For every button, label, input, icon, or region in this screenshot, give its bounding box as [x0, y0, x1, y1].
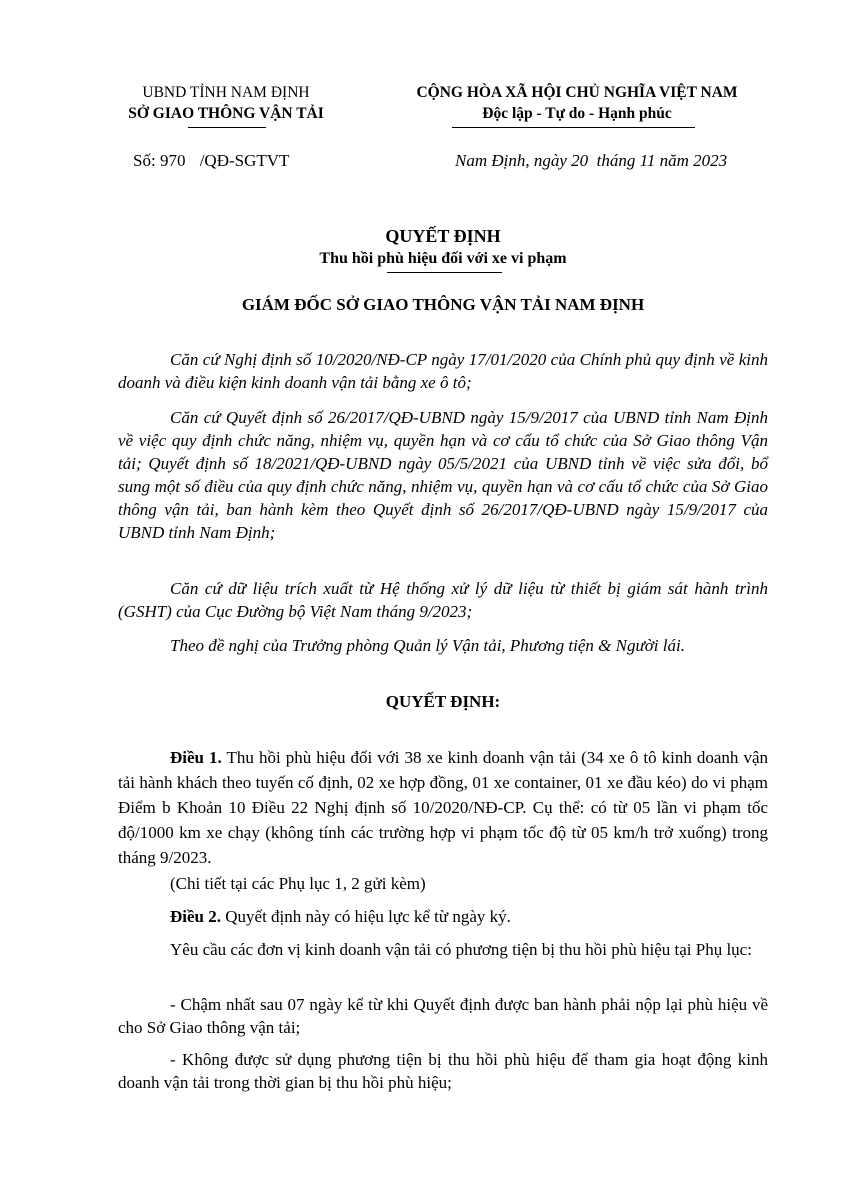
- authority-line-1: UBND TỈNH NAM ĐỊNH: [142, 84, 310, 101]
- legal-basis-3: Căn cứ dữ liệu trích xuất từ Hệ thống xử lý dữ liệu từ thiết bị giám sát hành trình (GSHT) của Cục Đường bộ Việt Nam tháng 9/2023;: [118, 579, 768, 621]
- proposal-basis: Theo đề nghị của Trưởng phòng Quản lý Vận tải, Phương tiện & Người lái.: [170, 636, 685, 655]
- article-1-text: Thu hồi phù hiệu đối với 38 xe kinh doanh vận tải (34 xe ô tô kinh doanh vận tải hành khách theo tuyến cố định, 02 xe hợp đồng, 01 xe container, 01 xe đầu kéo) do vi phạm Điểm b Khoản 10 Điều 22 Nghị định số 10/2020/NĐ-CP. Cụ thể: có từ 05 lần vi phạm tốc độ/1000 km xe chạy (không tính các trường hợp vi phạm tốc độ từ 05 km/h trở xuống) trong tháng 9/2023.: [118, 748, 769, 867]
- national-motto: [372, 82, 782, 124]
- number-suffix: /QĐ-SGTVT: [199, 151, 290, 170]
- authority-line-2: SỞ GIAO THÔNG VẬN TẢI: [128, 105, 324, 122]
- authority-underline: [188, 127, 266, 128]
- document-title: QUYẾT ĐỊNH: [385, 226, 501, 246]
- issue-date: Nam Định, ngày 20 tháng 11 năm 2023: [455, 151, 728, 170]
- motto-line: Độc lập - Tự do - Hạnh phúc: [482, 105, 672, 122]
- article-2-text: Quyết định này có hiệu lực kể từ ngày ký.: [221, 907, 511, 926]
- article-1-label: Điều 1.: [170, 748, 222, 767]
- legal-basis-2: Căn cứ Quyết định số 26/2017/QĐ-UBND ngày 15/9/2017 của UBND tỉnh Nam Định về việc quy định chức năng, nhiệm vụ, quyền hạn và cơ cấu tổ chức của Sở Giao thông Vận tải; Quyết định số 18/2021/QĐ-UBND ngày 05/5/2021 của UBND tỉnh về việc sửa đổi, bổ sung một số điều của quy định chức năng, nhiệm vụ, quyền hạn và cơ cấu tổ chức của Sở Giao thông vận tải, ban hành kèm theo Quyết định số 26/2017/QĐ-UBND ngày 15/9/2017 của UBND tỉnh Nam Định;: [118, 408, 768, 542]
- number-value: 970: [159, 151, 186, 170]
- appendix-note: (Chi tiết tại các Phụ lục 1, 2 gửi kèm): [170, 874, 426, 893]
- issuing-authority: [95, 82, 357, 124]
- requirement-item-1: - Chậm nhất sau 07 ngày kể từ khi Quyết định được ban hành phải nộp lại phù hiệu về cho Sở Giao thông vận tải;: [118, 995, 768, 1037]
- number-label: Số:: [133, 151, 156, 170]
- legal-basis-1: Căn cứ Nghị định số 10/2020/NĐ-CP ngày 17/01/2020 của Chính phủ quy định về kinh doanh và điều kiện kinh doanh vận tải bằng xe ô tô;: [118, 350, 768, 392]
- subject-underline: [387, 272, 502, 273]
- article-2: [118, 905, 768, 928]
- document-number: [133, 151, 289, 171]
- requirement-intro: Yêu cầu các đơn vị kinh doanh vận tải có phương tiện bị thu hồi phù hiệu tại Phụ lục:: [170, 940, 752, 959]
- requirement-item-2: - Không được sử dụng phương tiện bị thu hồi phù hiệu để tham gia hoạt động kinh doanh vận tải trong thời gian bị thu hồi phù hiệu;: [118, 1050, 768, 1092]
- document-subject: Thu hồi phù hiệu đối với xe vi phạm: [319, 250, 567, 267]
- motto-underline: [452, 127, 695, 128]
- issuer-title: GIÁM ĐỐC SỞ GIAO THÔNG VẬN TẢI NAM ĐỊNH: [241, 295, 645, 314]
- decision-heading: QUYẾT ĐỊNH:: [385, 692, 501, 711]
- country-name: CỘNG HÒA XÃ HỘI CHỦ NGHĨA VIỆT NAM: [416, 84, 738, 101]
- article-1: [118, 745, 768, 870]
- article-2-label: Điều 2.: [170, 907, 221, 926]
